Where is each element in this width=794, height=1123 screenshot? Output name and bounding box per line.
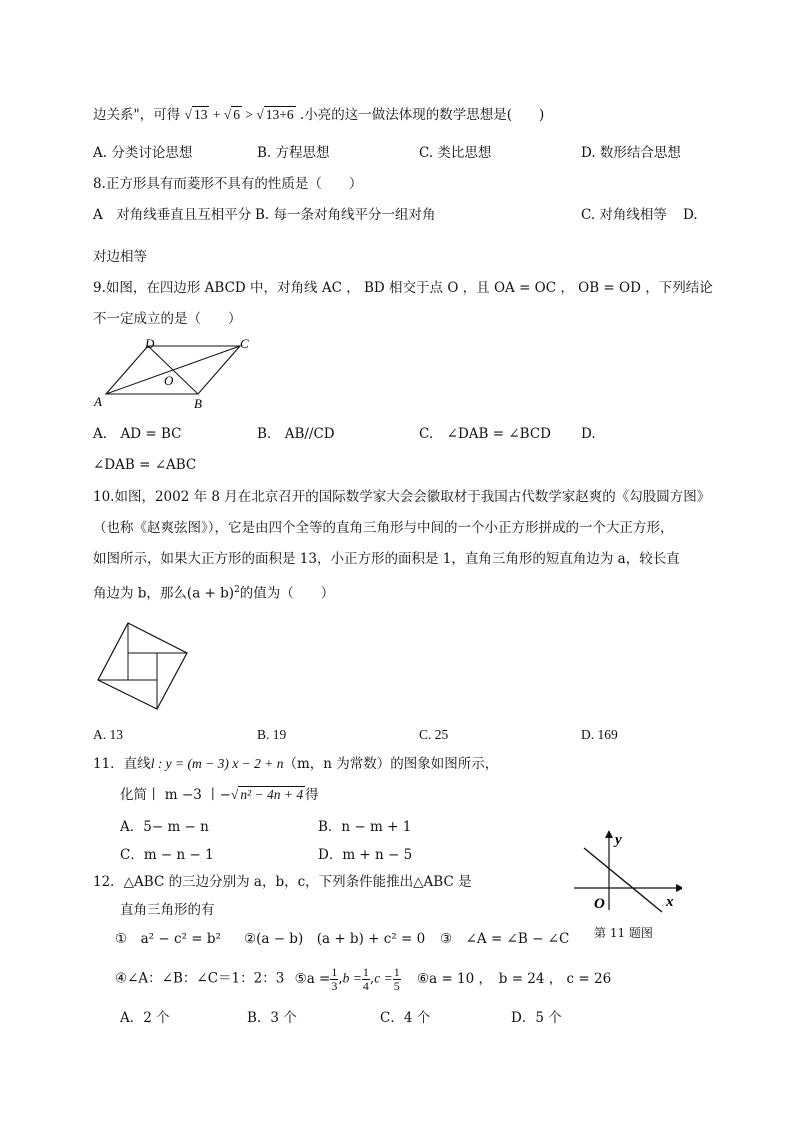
q8-option-d-text: 对边相等 [93,249,147,265]
vertex-b-label: B [194,396,202,411]
vertex-c-label: C [240,336,249,351]
q10-zhao-shuang-diagram [96,620,192,712]
point-o-label: O [164,373,174,388]
q11-option-a: A．5− m − n [120,819,209,835]
q12-condition-1: ① a² − c² = b² [115,931,221,947]
q12-option-a: A．2 个 [120,1010,170,1026]
q9-option-d-text: ∠DAB = ∠ABC [93,457,197,473]
y-axis-arrow [605,830,613,838]
q12-option-c: C．4 个 [380,1010,431,1026]
q12-stem-line1: 12．△ABC 的三边分别为 a，b，c，下列条件能推出△ABC 是 [93,874,472,890]
q12-option-d: D．5 个 [511,1010,562,1026]
q12-conditions-row2: ④∠A：∠B：∠C＝1：2：3 ⑤a = $\frac{1}{3}$ ,b = $\frac{1}{4}$ ,c = $\frac{1}{5}$ ⑥a = 10 ， b = 24 ， c = 26 [115,965,612,993]
q9-option-c: C. ∠DAB = ∠BCD [419,426,551,442]
q12-condition-3: ③ ∠A = ∠B − ∠C [440,931,570,947]
q9-stem-line2: 不一定成立的是（ ） [93,311,242,327]
q10-option-b: B. 19 [257,727,287,742]
q9-option-d-label: D. [581,426,596,442]
q7-stem-prefix: 边关系"，可得 [93,107,181,123]
q8-stem: 8.正方形具有而菱形不具有的性质是（ ） [93,176,363,192]
q7-option-d: D. 数形结合思想 [581,145,681,161]
q9-stem-line1: 9.如图，在四边形 ABCD 中，对角线 AC ， BD 相交于点 O ，且 OA = OC ， OB = OD ，下列结论 [93,280,713,296]
y-axis-label: y [615,832,622,848]
vertex-a-label: A [94,394,102,409]
q7-stem [93,107,544,123]
q12-option-b: B．3 个 [247,1010,297,1026]
q11-stem-line2: 化简丨 m −3 丨−√ n² − 4n + 4 得 [120,787,319,803]
q10-stem-line4: 角边为 b，那么$(a + b)^2$的值为（ ） [93,585,335,602]
q8-option-d-label: D. [683,207,698,223]
q12-stem-line2: 直角三角形的有 [120,902,215,918]
outer-square [98,623,187,709]
vertex-d-label: D [145,336,155,351]
q11-option-c: C．m − n − 1 [120,847,214,863]
q7-option-b: B. 方程思想 [257,145,330,161]
q7-stem-suffix: .小亮的这一做法体现的数学思想是( ) [299,107,545,123]
q12-condition-4: ④∠A：∠B：∠C＝1：2：3 [115,970,285,987]
q12-condition-6: ⑥a = 10 ， b = 24 ， c = 26 [417,970,612,987]
q12-condition-5: ⑤a = [294,970,331,987]
q9-parallelogram-figure [90,334,260,414]
q11-graph-caption: 第 11 题图 [594,926,653,940]
q11-option-d: D．m + n − 5 [318,847,413,863]
q10-option-c: C. 25 [419,727,449,742]
q9-option-a: A. AD = BC [93,426,182,442]
q10-stem-line3: 如图所示，如果大正方形的面积是 13，小正方形的面积是 1，直角三角形的短直角边为 a，较长直 [93,551,680,567]
q11-option-b: B．n − m + 1 [318,819,412,835]
q8-option-b: B. 每一条对角线平分一组对角 [255,207,436,223]
q7-option-c: C. 类比思想 [419,145,492,161]
origin-label: O [594,896,605,912]
q12-condition-2: ②(a − b) (a + b) + c² = 0 [244,931,426,947]
q7-inequality: √ 13 + √ 6 > √ 13+6 [184,107,294,122]
x-axis-label: x [666,894,674,910]
q8-option-a: A 对角线垂直且互相平分 [93,207,252,223]
q10-stem-line2: （也称《赵爽弦图》），它是由四个全等的直角三角形与中间的一个小正方形拼成的一个大正方形， [93,520,674,536]
q10-stem-line1: 10.如图，2002 年 8 月在北京召开的国际数学家大会会徽取材于我国古代数学家赵爽的《勾股圆方图》 [93,489,711,505]
q8-option-c: C. 对角线相等 [581,207,667,223]
q10-option-d: D. 169 [581,727,618,742]
x-axis-arrow [676,884,682,892]
q11-stem-line1: 11．直线l : y = (m − 3) x − 2 + n（m，n 为常数）的图象如图所示， [93,756,499,772]
q10-option-a: A. 13 [93,727,123,742]
q9-option-b: B. AB//CD [257,426,335,442]
q7-option-a: A. 分类讨论思想 [93,145,193,161]
